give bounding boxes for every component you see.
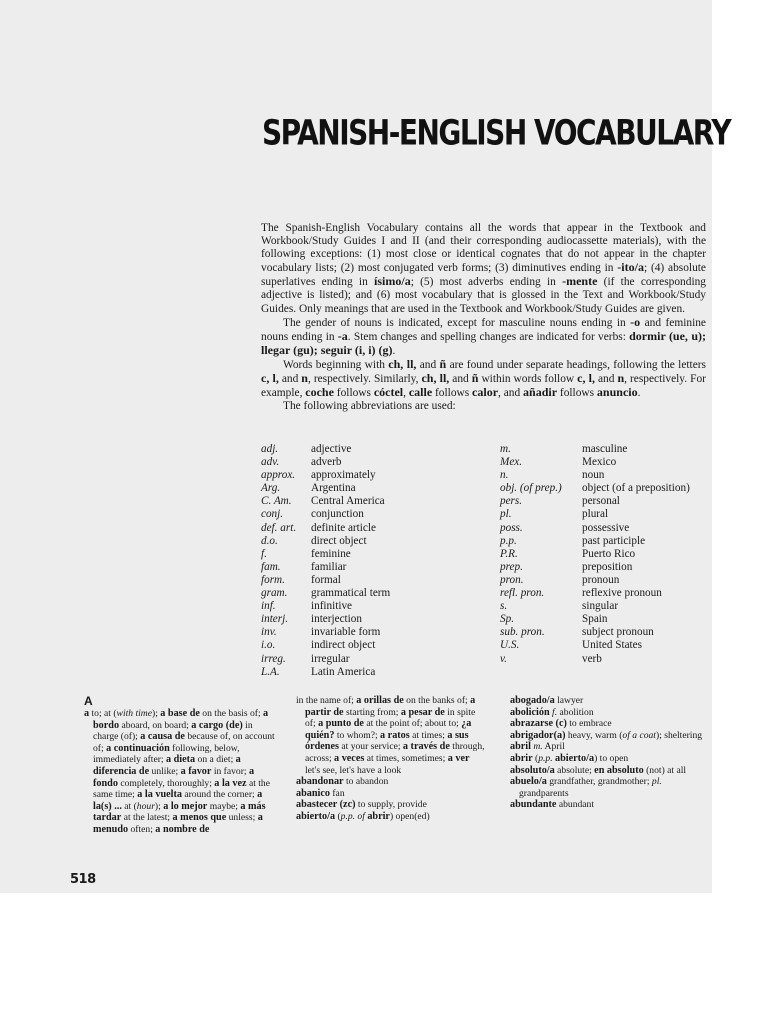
headword: abrigador(a) (510, 729, 566, 741)
grammar-note: p.p. (538, 752, 553, 764)
abbreviation-meaning: Argentina (311, 482, 356, 495)
abbreviation-row (500, 653, 690, 666)
headword: a nombre de (155, 823, 210, 835)
headword: a la vuelta (137, 789, 182, 801)
vocab-entry (510, 730, 708, 742)
abbreviation-row (261, 495, 390, 508)
headword: a punto de (318, 718, 364, 730)
page-title: SPANISH-ENGLISH VOCABULARY (262, 112, 731, 154)
headword: abanico (296, 787, 330, 799)
abbreviation-meaning: possessive (582, 521, 630, 534)
abbreviation-meaning: approximately (311, 469, 376, 482)
abbreviation-row (500, 443, 690, 456)
definition-text: April (542, 741, 565, 753)
abbreviation: def. art. (261, 521, 297, 534)
headword: a lo mejor (163, 800, 208, 812)
definition-text: at your service; (338, 741, 403, 753)
abbreviation: pers. (500, 495, 523, 508)
abbreviation-meaning: Puerto Rico (582, 547, 636, 560)
abbreviation: pl. (500, 508, 512, 521)
abbreviation-meaning: indirect object (311, 639, 376, 652)
headword: a cargo (de) (191, 719, 243, 731)
definition-text: grandfather, grandmother; (546, 776, 652, 788)
abbreviation-row (261, 456, 390, 469)
definition-text: in charge (of); (93, 719, 253, 743)
definition-text: aboard, on board; (119, 719, 192, 731)
definition-text: unless; (226, 812, 258, 824)
headword: abrir (367, 810, 390, 822)
abbreviation-row (261, 639, 390, 652)
definition-text: ( (532, 752, 539, 764)
vocab-entry (84, 708, 279, 836)
abbreviation-row (261, 561, 390, 574)
intro-paragraph-4: The following abbreviations are used: (283, 400, 456, 413)
abbreviation-row (500, 495, 690, 508)
abbreviation-meaning: adverb (311, 456, 342, 469)
headword: abierto/a (555, 752, 595, 764)
headword: abolición (510, 706, 550, 718)
grammar-note: f. (552, 706, 558, 718)
intro-paragraph-1: The Spanish-English Vocabulary contains all the words that appear in the Textbook and Workbook/Study Guides I and II (and their corresponding audiocassette materials), with the following exceptions: (1) most close or identical cognates that do not appear in the chapter vocabulary lists; (2) most conjugated verb forms; (3) diminutives ending in -ito/a; (4) absolute superlatives ending in ísimo/a; (5) most adverbs ending in -mente (if the corresponding adjective is listed); and (6) most vocabulary that is glossed in the Text and Workbook/Study Guides. Only meanings that are used in the Textbook and Workbook/Study Guides are given. (261, 222, 707, 315)
definition-text: ) open(ed) (389, 810, 430, 822)
headword: a pesar de (400, 706, 445, 718)
headword: abundante (510, 799, 557, 811)
abbreviation-row (261, 626, 390, 639)
abbreviation-meaning: pronoun (582, 573, 620, 586)
abbreviation-meaning: invariable form (311, 626, 381, 639)
definition-text: completely, thoroughly; (117, 777, 215, 789)
definition-text: to abandon (343, 776, 389, 788)
abbreviation-meaning: infinitive (311, 600, 353, 613)
definition-text: let's see, let's have a look (305, 764, 402, 776)
abbreviation-row (261, 548, 390, 561)
abbreviation-meaning: personal (582, 495, 620, 508)
abbreviation-row (500, 626, 690, 639)
abbreviation: C. Am. (261, 495, 292, 508)
abbreviation: U.S. (500, 639, 520, 652)
abbreviation-row (500, 639, 690, 652)
definition-text: grandparents (519, 787, 569, 799)
abbreviation-row (500, 456, 690, 469)
definition-text: on a diet; (195, 754, 236, 766)
definition-text: ); (152, 708, 161, 719)
headword: abuelo/a (510, 776, 547, 788)
headword: ¿a quién? (305, 718, 472, 741)
definition-text: maybe; (207, 800, 241, 812)
abbreviation-row (500, 574, 690, 587)
headword: a fondo (93, 765, 255, 789)
headword: a causa de (140, 731, 185, 743)
vocab-entry (296, 788, 486, 800)
headword: a continuación (106, 742, 170, 754)
abbreviation: p.p. (500, 534, 517, 547)
definition-text: fan (329, 787, 345, 799)
abbreviation-meaning: subject pronoun (582, 626, 654, 639)
vocab-column-1 (84, 695, 279, 836)
page-number: 518 (70, 872, 96, 887)
abbreviation: obj. (of prep.) (500, 482, 562, 495)
abbreviation-meaning: object (of a preposition) (582, 482, 690, 495)
abbreviation-row (500, 522, 690, 535)
headword: a favor (180, 765, 212, 777)
definition-text: unlike; (149, 765, 181, 777)
headword: a la vez (214, 777, 247, 789)
abbreviation-row (261, 482, 390, 495)
vocab-entry (510, 741, 708, 753)
definition-text: on the basis of; (199, 708, 264, 719)
vocab-entry (296, 811, 486, 823)
vocab-entry (510, 707, 708, 719)
abbreviation-row (261, 469, 390, 482)
abbreviation: d.o. (261, 534, 278, 547)
abbreviation-row (261, 587, 390, 600)
abbreviation: refl. pron. (500, 587, 545, 600)
definition-text: because of, on account of; (93, 731, 275, 754)
abbreviation-meaning: masculine (582, 443, 628, 455)
definition-text: to whom?; (334, 729, 381, 741)
headword: a bordo (93, 708, 269, 731)
abbreviation-meaning: direct object (311, 534, 367, 547)
abbreviation: inv. (261, 626, 277, 639)
definition-text: following, below, immediately after; (93, 742, 240, 766)
definition-text: on the banks of; (403, 695, 471, 706)
definition-text: to supply, provide (355, 799, 427, 811)
definition-text: ( (335, 810, 341, 822)
abbreviation: adv. (261, 456, 280, 469)
definition-text: to; at ( (89, 708, 117, 719)
grammar-note: m. (533, 741, 543, 753)
abbreviation: inf. (261, 600, 276, 613)
definition-text: to embrace (566, 718, 612, 730)
definition-text: in the name of; (296, 695, 357, 706)
definition-text: ) to open (594, 752, 629, 764)
vocab-entry (510, 753, 708, 765)
abbreviation: gram. (261, 587, 288, 600)
headword: a orillas de (356, 695, 404, 706)
letter-heading: A (84, 694, 93, 708)
vocab-entry (296, 776, 486, 788)
grammar-note: hour (136, 800, 155, 812)
headword: abierto/a (296, 810, 336, 822)
headword: abril (510, 741, 531, 753)
abbreviation: i.o. (261, 639, 276, 652)
abbreviation-row (261, 600, 390, 613)
abbreviation-meaning: Spain (582, 613, 608, 626)
abbreviation-row (261, 613, 390, 626)
headword: abandonar (296, 776, 344, 788)
abbreviation-meaning: past participle (582, 534, 646, 547)
abbreviation: sub. pron. (500, 626, 545, 639)
headword: absoluto/a (510, 764, 555, 776)
abbreviation-row (500, 613, 690, 626)
abbreviation: poss. (500, 521, 523, 534)
abbreviation: Sp. (500, 613, 514, 626)
abbreviation: L.A. (261, 665, 280, 678)
abbreviation-row (261, 653, 390, 666)
headword: a menudo (93, 812, 263, 835)
abbreviation-meaning: irregular (311, 652, 350, 665)
headword: a veces (334, 752, 365, 764)
abbreviation-meaning: Latin America (311, 665, 376, 678)
abbreviation: n. (500, 469, 509, 482)
headword: a más tardar (93, 800, 266, 824)
definition-text: heavy, warm ( (565, 729, 623, 741)
abbreviation-row (261, 666, 390, 679)
abbreviation-meaning: grammatical term (311, 587, 391, 600)
vocab-entry (296, 695, 486, 776)
abbreviation-row (261, 508, 390, 521)
definition-text: (not) at all (643, 764, 687, 776)
abbreviation-meaning: singular (582, 600, 619, 613)
grammar-note: of a coat (622, 729, 656, 741)
definition-text: abundant (556, 799, 595, 811)
headword: en absoluto (594, 764, 644, 776)
grammar-note: pl. (651, 776, 662, 788)
definition-text: lawyer (554, 695, 584, 706)
abbreviation-row (500, 600, 690, 613)
definition-text: ); sheltering (655, 729, 703, 741)
abbreviation-meaning: plural (582, 508, 609, 521)
abbreviation-row (261, 535, 390, 548)
abbreviation-meaning: definite article (311, 521, 376, 534)
abbreviation: f. (261, 547, 267, 560)
vocab-entry (510, 765, 708, 777)
abbreviation-meaning: adjective (311, 443, 352, 455)
abbreviation-row (261, 574, 390, 587)
abbreviation-meaning: formal (311, 573, 341, 586)
abbreviation: irreg. (261, 652, 286, 665)
intro-paragraph-2: The gender of nouns is indicated, except for masculine nouns ending in -o and feminine nouns ending in -a. Stem changes and spelling changes are indicated for verbs: dormir (ue, u); llegar (gu); seguir (i, i) (g). (261, 314, 706, 357)
headword: a diferencia de (93, 754, 241, 777)
headword: abrazarse (c) (510, 718, 567, 730)
abbreviation-meaning: interjection (311, 613, 362, 626)
definition-text: ); (154, 800, 164, 812)
abbreviation: m. (500, 443, 511, 455)
abbreviation: fam. (261, 560, 281, 573)
abbreviation-meaning: Central America (311, 495, 385, 508)
headword: a la(s) ... (93, 789, 263, 812)
definition-text: at ( (121, 800, 137, 812)
definition-text: at times, sometimes; (364, 752, 448, 764)
abbreviation-row (500, 535, 690, 548)
definition-text: at the same time; (93, 777, 270, 801)
vocab-column-3 (510, 695, 708, 811)
abbreviation-row (500, 587, 690, 600)
intro-paragraph-3: Words beginning with ch, ll, and ñ are found under separate headings, following the letters c, l, and n, respectively. Similarly, ch, ll, and ñ within words follow c, l, and n, respectively. For example, coche follows cóctel, calle follows calor, and añadir follows anuncio. (261, 356, 706, 400)
abbreviation: P.R. (500, 547, 518, 560)
grammar-note: p.p. of (340, 810, 365, 822)
abbreviation: interj. (261, 613, 289, 626)
definition-text: at the latest; (121, 812, 173, 824)
abbreviation-row (500, 561, 690, 574)
headword: a (84, 708, 90, 719)
abbreviation: pron. (500, 573, 524, 586)
abbreviation-meaning: Mexico (582, 456, 617, 469)
abbreviation-meaning: verb (582, 652, 602, 665)
abbreviation: s. (500, 600, 508, 613)
definition-text: in favor; (211, 765, 249, 777)
abbreviation: form. (261, 573, 285, 586)
abbreviation-row (261, 443, 390, 456)
definition-text: at times; (409, 729, 448, 741)
abbreviation-row (500, 482, 690, 495)
definition-text: around the corner; (181, 789, 258, 801)
abbreviation: Mex. (500, 456, 523, 469)
headword: a ratos (380, 729, 410, 741)
abbreviation-meaning: United States (582, 639, 642, 652)
abbreviation: v. (500, 652, 507, 665)
vocab-column-2 (296, 695, 486, 823)
abbreviation-meaning: reflexive pronoun (582, 587, 662, 600)
definition-text: starting from; (343, 706, 401, 718)
headword: a menos que (172, 812, 227, 824)
definition-text: absolute; (554, 764, 595, 776)
definition-text: abolition (557, 706, 594, 718)
vocab-entry (510, 718, 708, 730)
abbreviation-row (261, 522, 390, 535)
headword: a base de (160, 708, 200, 719)
abbreviation: conj. (261, 508, 284, 521)
headword: a partir de (305, 695, 476, 718)
abbreviation-row (500, 548, 690, 561)
headword: a través de (402, 741, 450, 753)
abbreviation-meaning: preposition (582, 560, 633, 573)
headword: abrir (510, 752, 533, 764)
headword: abogado/a (510, 695, 555, 706)
abbreviation-row (500, 469, 690, 482)
abbreviation: prep. (500, 560, 523, 573)
vocab-entry (510, 776, 708, 799)
abbreviation-meaning: conjunction (311, 508, 364, 521)
definition-text: in spite of; (305, 706, 476, 730)
abbreviation-meaning: noun (582, 469, 605, 482)
headword: a ver (447, 752, 470, 764)
definition-text: often; (128, 823, 156, 835)
abbreviation: adj. (261, 443, 279, 455)
abbreviations-list-left (261, 443, 390, 679)
headword: a sus órdenes (305, 729, 469, 753)
abbreviation: approx. (261, 469, 296, 482)
definition-text: through, across; (305, 741, 485, 764)
grammar-note: with time (116, 708, 152, 719)
abbreviations-list-right (500, 443, 690, 666)
abbreviation-meaning: feminine (311, 547, 351, 560)
abbreviation: Arg. (261, 482, 281, 495)
abbreviation-row (500, 508, 690, 521)
vocab-entry (510, 799, 708, 811)
vocab-entry (510, 695, 708, 707)
headword: abastecer (zc) (296, 799, 356, 811)
definition-text: at the point of; about to; (363, 718, 462, 730)
headword: a dieta (166, 754, 196, 766)
abbreviation-meaning: familiar (311, 560, 347, 573)
intro-text (261, 222, 706, 413)
vocab-entry (296, 799, 486, 811)
